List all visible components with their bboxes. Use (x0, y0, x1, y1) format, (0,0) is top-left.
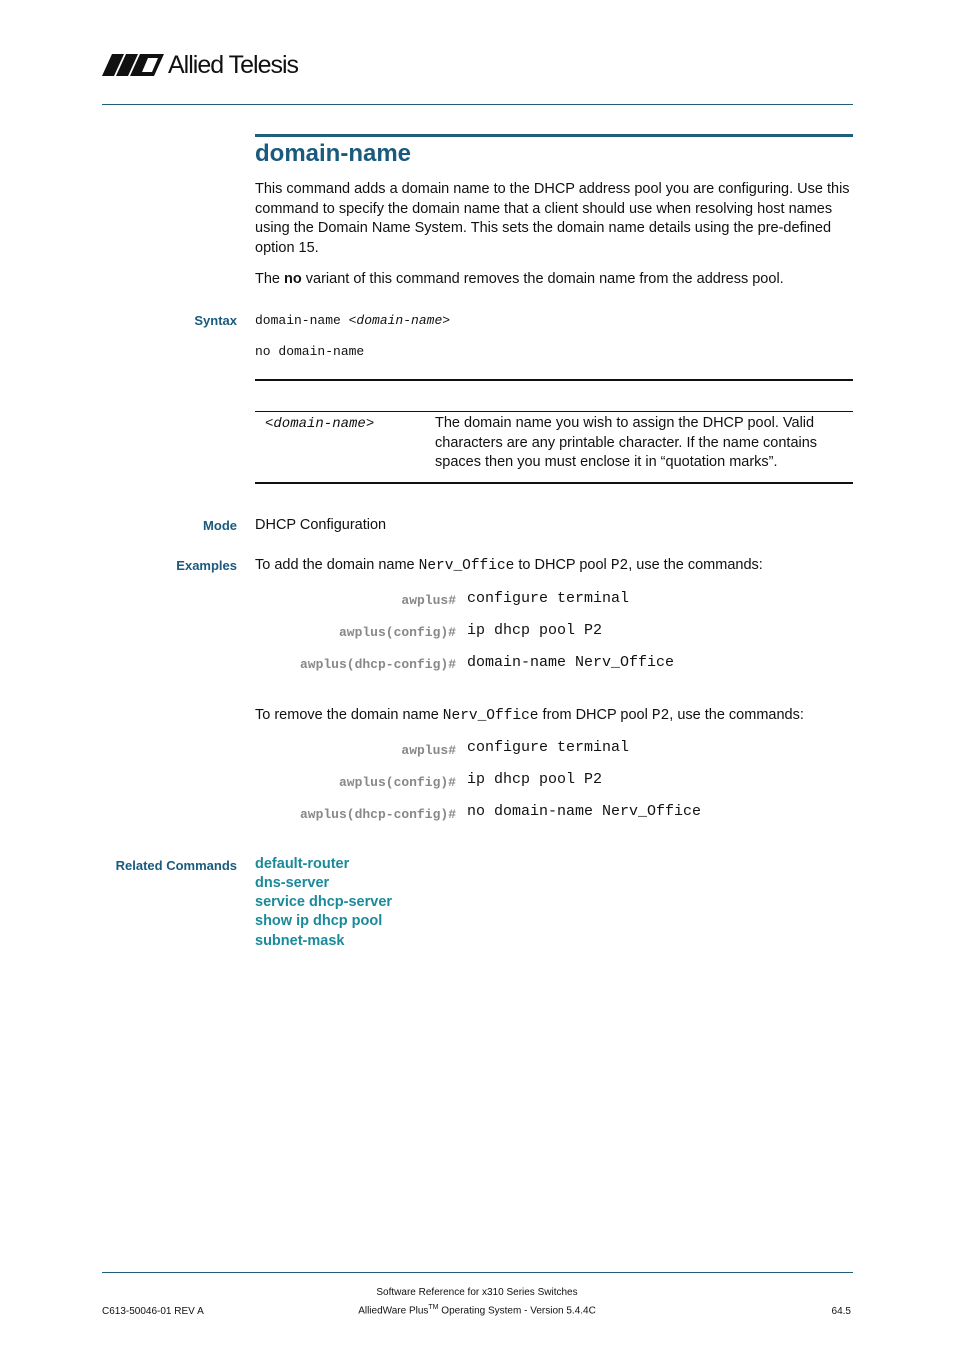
table-parameter (265, 416, 374, 432)
footer-doc-title: Software Reference for x310 Series Switches (376, 1287, 578, 1298)
footer-trademark: TM (428, 1304, 439, 1311)
table-bottom-rule (255, 482, 853, 484)
table-top-rule (255, 379, 853, 381)
allied-telesis-logo-icon (102, 54, 164, 76)
example-2-text-e: , use the commands: (669, 707, 804, 723)
syntax-line-1 (255, 313, 450, 328)
no-variant-pre: The (255, 271, 285, 287)
example-1-prompt-1: awplus# (401, 593, 456, 608)
logo-text: Allied Telesis (168, 50, 299, 79)
footer-os-version-text: Operating System - Version 5.4.4C (438, 1305, 596, 1317)
syntax-line-2: no domain-name (255, 344, 365, 359)
no-variant-post: variant of this command removes the domain name from the address pool. (301, 271, 784, 287)
example-1-text-a: To add the domain name (255, 557, 419, 573)
example-2-command-2: ip dhcp pool P2 (467, 771, 603, 788)
footer-os-name: AlliedWare Plus (358, 1305, 429, 1317)
footer-doc-number: C613-50046-01 REV A (102, 1306, 204, 1317)
example-2-prompt-2: awplus(config)# (338, 775, 456, 790)
example-2-command-3: no domain-name Nerv_Office (467, 803, 702, 820)
example-1-intro (255, 556, 855, 577)
example-2-intro (255, 706, 855, 727)
example-2-text-a: To remove the domain name (255, 707, 443, 723)
link-service-dhcp-server[interactable]: service dhcp-server (255, 894, 393, 910)
example-1-prompt-3: awplus(dhcp-config)# (299, 657, 456, 672)
no-variant-paragraph (255, 270, 855, 290)
footer-page-number: 64.5 (831, 1306, 851, 1317)
example-2-text-c: from DHCP pool (538, 707, 652, 723)
related-commands-label: Related Commands (115, 858, 237, 873)
syntax-label: Syntax (194, 313, 237, 328)
link-default-router[interactable]: default-router (255, 856, 350, 872)
title-rule (255, 134, 853, 137)
syntax-command: domain-name (255, 313, 349, 328)
example-2-pool: P2 (651, 708, 670, 724)
table-parameter-name: <domain-name> (265, 416, 375, 432)
page-title: domain-name (255, 140, 412, 167)
example-1-domain: Nerv_Office (418, 558, 515, 574)
example-1-command-3: domain-name Nerv_Office (467, 654, 675, 671)
link-dns-server[interactable]: dns-server (255, 875, 330, 891)
example-1-command-1: configure terminal (467, 590, 630, 607)
example-1-text-c: to DHCP pool (514, 557, 611, 573)
example-2-command-1: configure terminal (467, 739, 630, 756)
example-1-command-2: ip dhcp pool P2 (467, 622, 603, 639)
mode-value: DHCP Configuration (255, 517, 387, 533)
footer-rule (102, 1272, 853, 1273)
link-show-ip-dhcp-pool[interactable]: show ip dhcp pool (255, 913, 383, 929)
example-1-pool: P2 (610, 558, 629, 574)
example-2-prompt-1: awplus# (401, 743, 456, 758)
table-description: The domain name you wish to assign the DHCP pool. Valid characters are any printable character. If the name contains spaces then you must enclose it in “quotation marks”. (435, 415, 818, 470)
mode-label: Mode (203, 518, 237, 533)
no-variant-bold: no (284, 271, 302, 287)
example-2-prompt-3: awplus(dhcp-config)# (299, 807, 456, 822)
example-1-text-e: , use the commands: (628, 557, 763, 573)
header-rule (102, 104, 853, 105)
examples-label: Examples (176, 558, 237, 573)
example-1-prompt-2: awplus(config)# (338, 625, 456, 640)
example-2-domain: Nerv_Office (442, 708, 539, 724)
link-subnet-mask[interactable]: subnet-mask (255, 933, 345, 949)
allied-telesis-logo (102, 50, 298, 80)
table-header-rule (255, 411, 853, 412)
syntax-parameter: <domain-name> (348, 313, 451, 328)
intro-paragraph: This command adds a domain name to the DHCP address pool you are configuring. Use this command to specify the domain name that a client should use when resolving host names using the Domain Name System. This sets the domain name details using the pre-defined option 15. (255, 181, 850, 256)
